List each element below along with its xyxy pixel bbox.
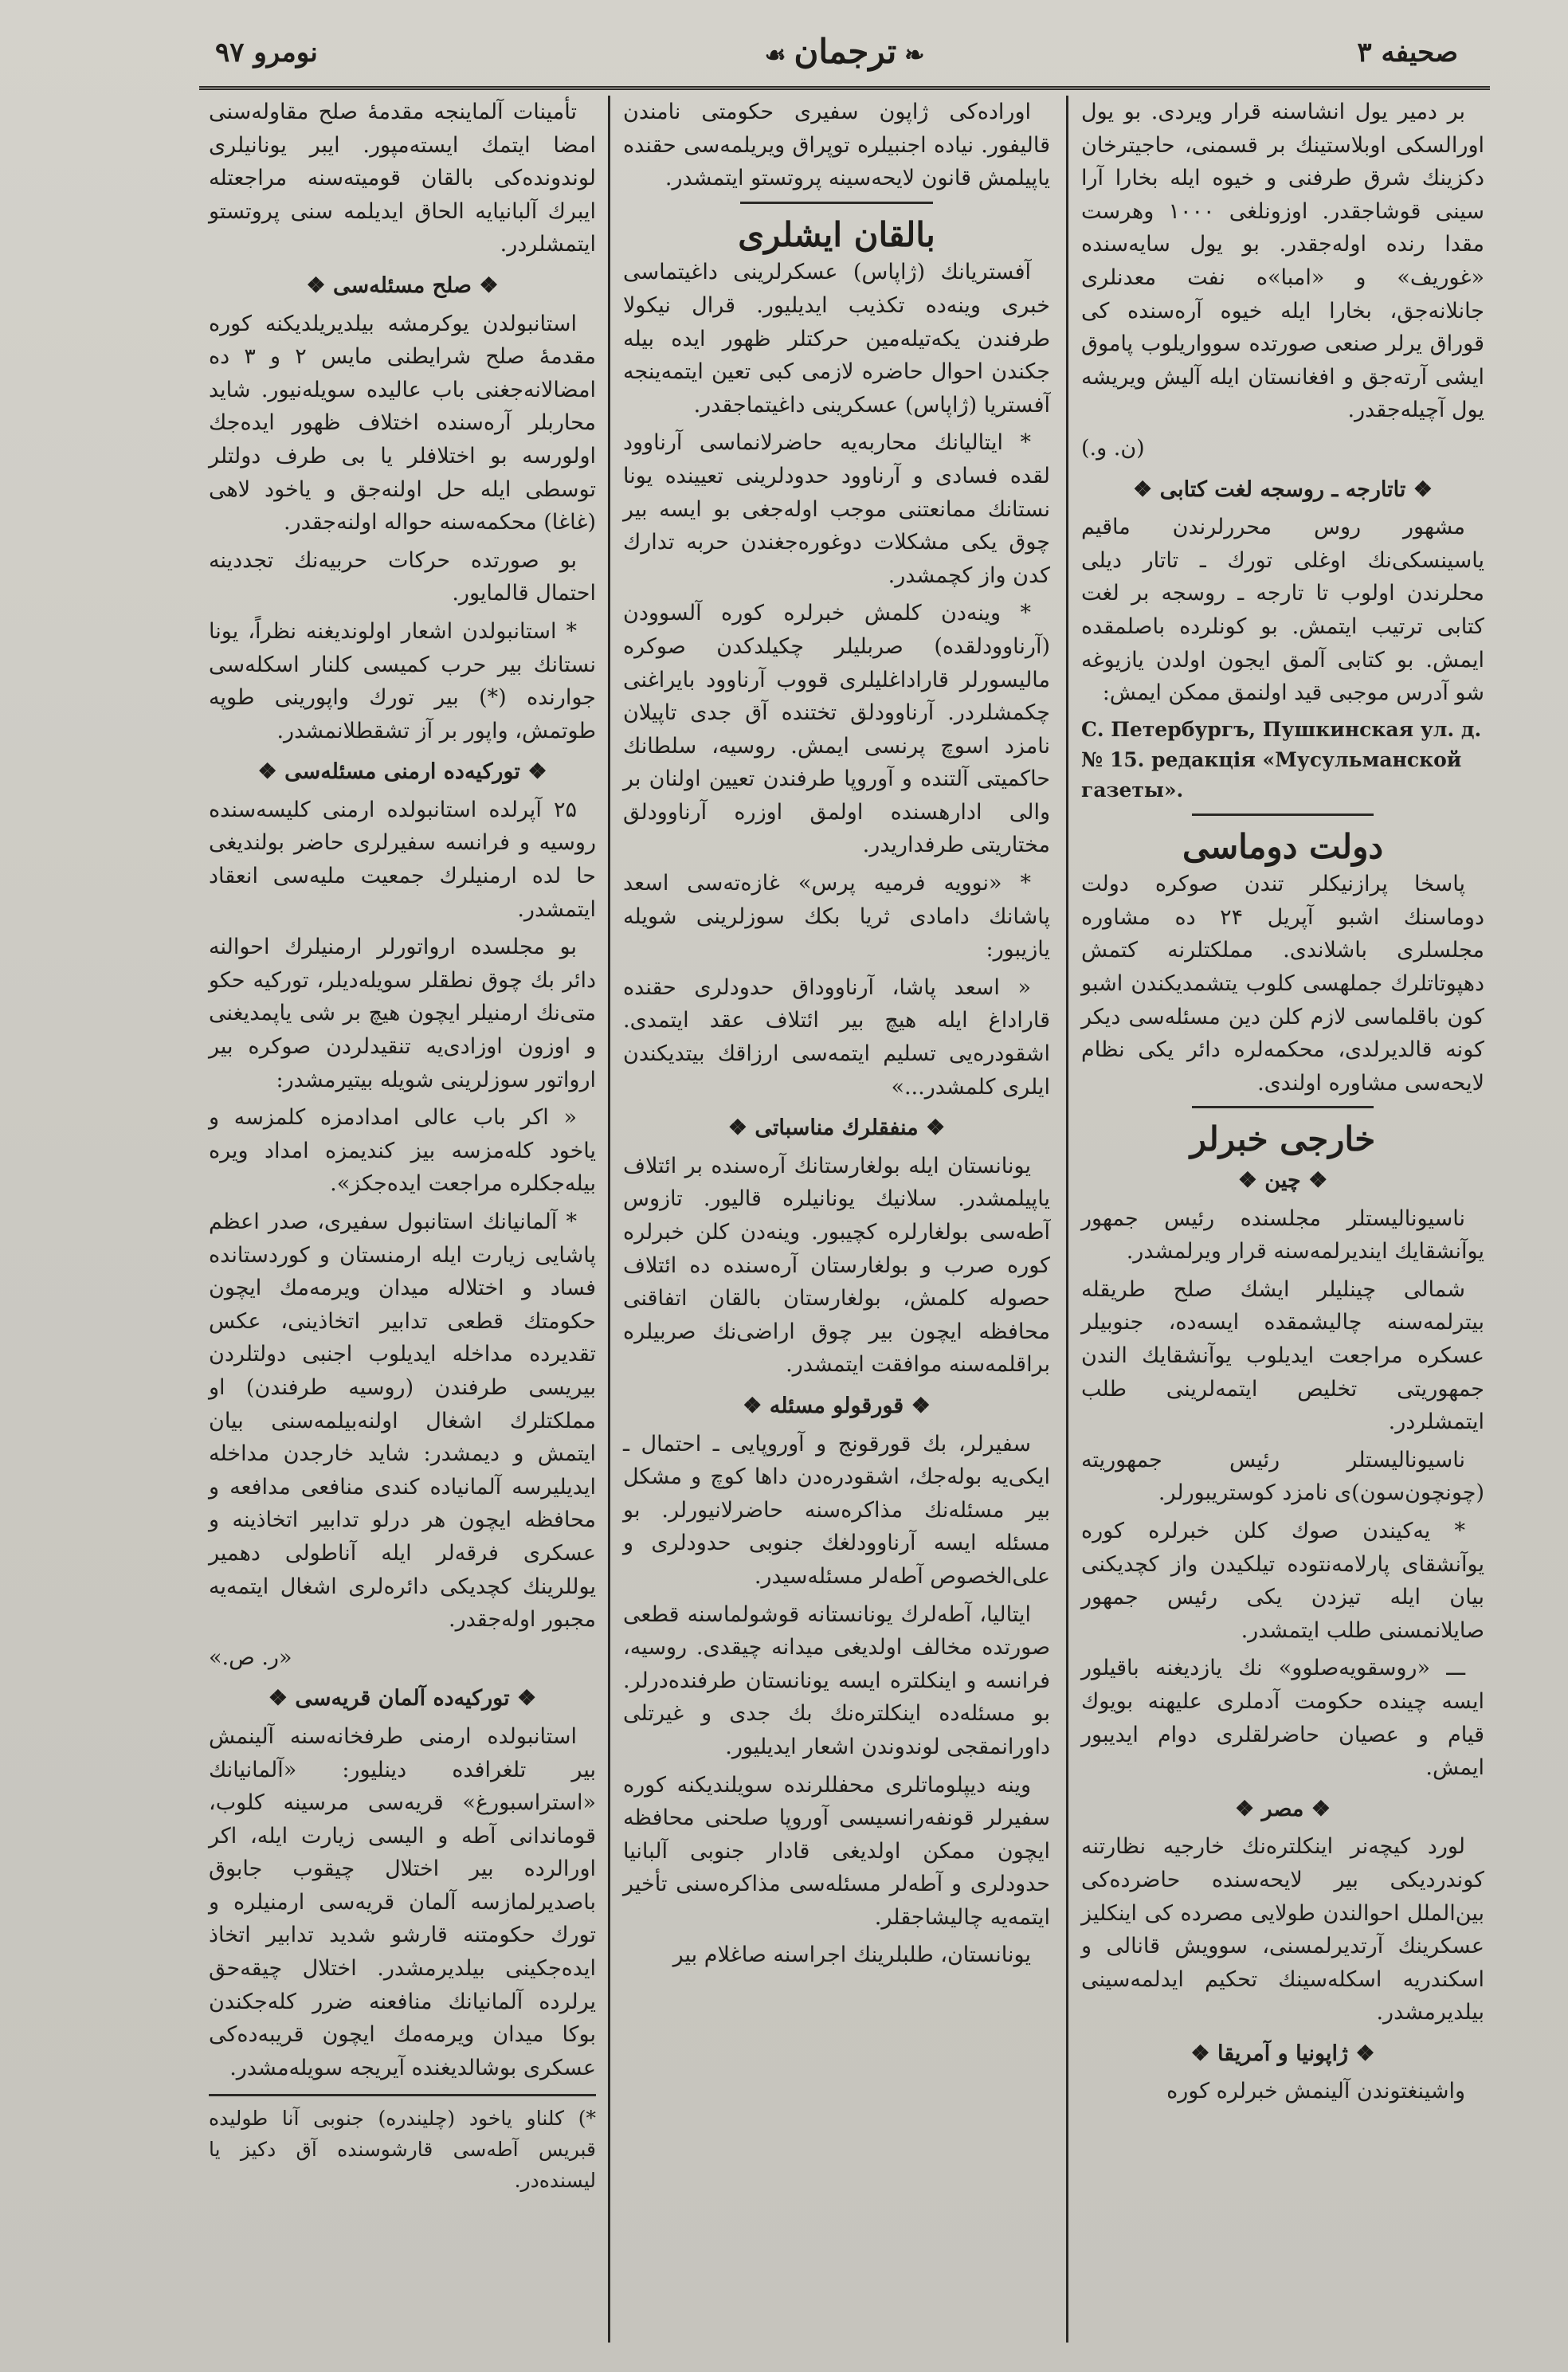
paragraph: استانبولدن یوکرمشه بیلدیریلدیکنه کوره مقدمهٔ صلح شرایطنی مایس ۲ و ۳ ده امضالانه‌جغنی باب عالیده سویله‌نیور. شاید محاربلر آره‌سنده اختلاف ظهور ایده‌جك اولورسه بو اختلافلر یا بی طرف دولتلر توسطی ایله حل اولنه‌جق و یاخود لاهی (غاغا) محکمه‌سنه حواله اولنه‌جقدر. xyxy=(209,311,596,535)
divider xyxy=(740,202,932,204)
ornament-icon: ❖ xyxy=(257,759,285,785)
section-heading-text: تورکیه‌ده ارمنی مسئله‌سی xyxy=(284,759,520,785)
section-heading xyxy=(209,1682,596,1715)
ornament-icon: ❖ xyxy=(1235,1796,1262,1821)
ornament-icon: ❖ xyxy=(1132,476,1160,502)
column-right xyxy=(1072,96,1494,2343)
paragraph: یونانستان ایله بولغارستانك آره‌سنده بر ائتلاف یاپیلمشدر. سلانیك یونانیلره قالیور. تازوس آطه‌سی بولغارلره کچیبور. وینه‌دن کلن خبرلره کوره صرب و بولغارستان آره‌سنده ده ائتلاف حصوله کلمش، بولغارستان بالقان اتفاقنی محافظه ایچون بیر چوق اراضی‌نك صربیلره براقلمه‌سنه موافقت ایتمشدر. xyxy=(623,1153,1050,1378)
ornament-icon: ❖ xyxy=(743,1393,770,1418)
ornament-icon: ❖ xyxy=(471,272,499,298)
paragraph: پاسخا پرازنیکلر تندن صوکره دولت دوماسنك اشبو آپریل ۲۴ ده مشاوره مجلسلری باشلاندی. مملکتلرنه کتمش دهپوتاتلرك جملهسی کلوب یتشمدیکندن اشبو کون باقلماسی لازم کلن دین مسئله‌سی دیکر کونه قالدیرلدی، محکمه‌لره دائر یکی نظام لایحه‌سی مشاوره اولندی. xyxy=(1081,872,1484,1096)
masthead xyxy=(757,32,933,71)
ornament-icon: ❖ xyxy=(1237,1168,1265,1194)
ornament-icon: ❖ xyxy=(268,1686,296,1711)
signature: «ر. ص.» xyxy=(209,1645,292,1670)
ornament-icon: ❖ xyxy=(904,1393,931,1418)
ornament-icon: ❖ xyxy=(1300,1168,1328,1194)
paragraph: « اکر باب عالی امدادمزه کلمزسه و یاخود کله‌مزسه بیز کندیمزه امداد ویره بیله‌جکلره مراجعت ایده‌جکز». xyxy=(209,1105,596,1197)
paragraph: * «نوویه فرمیه پرس» غازه‌ته‌سی اسعد پاشانك دامادی ثریا بکك سوزلرینی شویله یازیبور: xyxy=(623,871,1050,963)
column-divider xyxy=(608,96,610,2343)
ornament-icon: ❖ xyxy=(1405,476,1433,502)
section-heading-text: منفقلرك مناسباتی xyxy=(755,1115,919,1141)
divider xyxy=(1192,814,1374,816)
ornament-icon: ❖ xyxy=(1303,1796,1331,1821)
paragraph: * ایتالیانك محاربه‌یه حاضرلانماسی آرناوود لقده فسادی و آرناوود حدودلرینی تعیینده یونا نستانك ممانعتنی موجب اوله‌جغی بو ایسه بیر چوق یکی مشکلات دوغوره‌جغندن حربه تدارك کدن واز کچمشدر. xyxy=(623,430,1050,588)
paragraph: تأمینات آلماینجه مقدمهٔ صلح مقاوله‌سنی امضا ایتمك ایسته‌مپور. ایبر یونانیلری لوندونده‌کی بالقان قومیته‌سنه مراجعتله ایبرك آلبانیایه الحاق ایدیلمه‌ سنی پروتستو ایتمشلردر. xyxy=(209,100,596,257)
article-heading: خارجی خبرلر xyxy=(1190,1119,1376,1159)
section-heading xyxy=(1081,2037,1484,2071)
paragraph: ناسیونالیستلر مجلسنده رئیس جمهور یوآنشقایك ایندیرلمه‌سنه قرار ویرلمشدر. xyxy=(1081,1206,1484,1264)
footnote: *) کلناو یاخود (چلیندره) جنوبی آنا طولیده قبریس آطه‌سی قارشوسنده آق دکیز یا لیسنده‌در. xyxy=(209,2094,596,2196)
section-heading xyxy=(1081,473,1484,507)
column-middle xyxy=(613,96,1060,2343)
ornament-right-icon: ☙ xyxy=(764,41,786,69)
header-rule xyxy=(199,86,1490,90)
paragraph: ـــ «روسقویه‌صلوو» نك یازدیغنه باقیلور ایسه چینده حکومت آدملری علیهنه بویوك قیام و عصیان حاضرلقلری دوام ایدیبور ایمش. xyxy=(1081,1656,1484,1781)
paragraph: * وینه‌دن کلمش خبرلره کوره آلسوودن (آرناوودلقده) صربلیلر چکیلدکدن صوکره مالیسورلر قاراداغلیلری قووب آرناوود بایراغنی چکمشلردر. آرناوودلق تختنده آق جدی تاپیلان نامزد اسوچ پرنسی ایمش. روسیه، سلطانك حاکمیتی آلتنده و آوروپا طرفندن تعیین اولنان بر والی ادارهسنده اولمق اوزره آرناوودلق مختاریتی طرفداریدر. xyxy=(623,601,1050,858)
paragraph: لورد کیچه‌نر اینکلتره‌نك خارجیه نظارتنه کوندردیکی بیر لایحه‌سنده حاضرده‌کی بین‌الملل احوالندن طولایی مصرده کی اینکلیز عسکرینك آرتدیرلمسنی، سوویش قانالی و اسکندریه اسکله‌سینك تحکیم ایدلمه‌سینی بیلدیرمشدر. xyxy=(1081,1834,1484,2025)
paragraph: * آلمانیانك استانبول سفیری، صدر اعظم پاشایی زیارت ایله ارمنستان و کوردستانده فساد و اختلاله میدان ویرمه‌مك ایچون حکومتك قطعی تدابیر اتخاذینی، عکس تقدیرده مداخله ایدیلوب اجنبی دولتلردن بیریسی طرفندن (روسیه طرفندن) او مملکتلرك اشغال اولنه‌بیلمه‌سنی بیان ایتمش و دیمشدر: شاید خارجدن مداخله ایدیلیرسه آلمانیاده کندی منافعی مدافعه و محافظه ایچون هر درلو تدابیر اتخاذینه و عسکری فرقه‌لر ایله آناطولی دهمیر یوللرینك کچدیکی دائره‌لری اشغال ایتمه‌یه مجبور اوله‌جقدر. xyxy=(209,1210,596,1633)
paragraph: بو صورتده حرکات حربیه‌نك تجددینه احتمال قالمایور. xyxy=(209,547,596,606)
paragraph: * یه‌کیندن صوك کلن خبرلره کوره یوآنشقای پارلامه‌نتوده تیلکیدن واز کچدیکنی بیان ایله تیزدن یکی رئیس جمهور صایلانمسنی طلب ایتمشدر. xyxy=(1081,1518,1484,1643)
section-heading-text: تورکیه‌ده آلمان قریه‌سی xyxy=(295,1686,510,1711)
page-header xyxy=(199,32,1490,80)
paragraph: وینه دیپلوماتلری محفللرنده سویلندیکنه کوره سفیرلر قونفه‌رانسیسی آوروپا صلحنی محافظه ایچون ممکن اولدیغی قادار جنوبی آلبانیا حدودلری و آطه‌لر مسئله‌سی مذاکره‌سنی تأخیر ایتمه‌یه چالیشاجقلر. xyxy=(623,1772,1050,1930)
issue-number: نومرو ۹۷ xyxy=(215,37,318,69)
paragraph: ۲۵ آپرلده استانبولده ارمنی کلیسه‌سنده روسیه و فرانسه سفیرلری حاضر بولندیغی حا لده ارمنیلرك جمعیت ملیه‌سی انعقاد ایتمشدر. xyxy=(209,797,596,922)
paragraph: سفیرلر، بك قورقونج و آوروپایی ـ احتمال ـ ایکی‌یه بوله‌جك، اشقودره‌دن داها کوچ و مشکل بیر مسئله‌نك مذاکره‌سنه حاضرلانیورلر. بو مسئله ایسه آرناوودلغك جنوبی حدودلری و علی‌الخصوص آطه‌لر مسئله‌سیدر. xyxy=(623,1431,1050,1589)
paragraph: ناسیونالیستلر رئیس جمهوریته (چونچون‌سون)ی نامزد کوستریبورلر. xyxy=(1081,1447,1484,1506)
page-number: صحیفه ۳ xyxy=(1357,37,1458,69)
section-heading xyxy=(209,269,596,303)
paragraph: آفستریانك (ژاپاس) عسکرلرینی داغیتماسی خبری وینه‌ده تکذیب ایدیلیور. قرال نیکولا طرفندن یکه‌تیله‌مین حرکتلر ظهور ایده بیله جکندن احوال حاضره لازمی کبی تعین ایتمه‌ینجه آفستریا (ژاپاس) عسکرینی داغیتماجقدر. xyxy=(623,260,1050,418)
section-heading xyxy=(1081,1164,1484,1198)
address: С. Петербургъ, Пушкинская ул. д. № 15. редакція «Мусульманской газеты». xyxy=(1081,717,1482,802)
ornament-icon: ❖ xyxy=(918,1115,946,1141)
column-divider xyxy=(1066,96,1068,2343)
section-heading xyxy=(209,755,596,789)
section-heading-text: تاتارجه ـ روسجه لغت کتابی xyxy=(1159,476,1406,502)
ornament-icon: ❖ xyxy=(519,759,547,785)
paragraph: بو مجلسده ارواتورلر ارمنیلرك احوالنه دائر بك چوق نطقلر سویله‌دیلر، تورکیه حکو متی‌نك ارمنیلر ایچون هیچ بر شی یاپمدیغنی و اوزون اوزادی‌یه تنقیدلردن صوکره بیر ارواتور سوزلرینی شویله بیتیرمشدر: xyxy=(209,935,596,1092)
article-heading: دولت دوماسی xyxy=(1182,826,1384,866)
section-heading xyxy=(623,1112,1050,1145)
signature: (ن. و.) xyxy=(1081,435,1145,461)
section-heading-text: قورقولو مسئله xyxy=(769,1393,904,1418)
section-heading-text: چین xyxy=(1264,1168,1301,1194)
ornament-icon: ❖ xyxy=(1348,2041,1375,2066)
paragraph: استانبولده ارمنی طرفخانه‌سنه آلینمش بیر تلغرافده دینلیور: «آلمانیانك «استراسبورغ» قریه‌سی مرسینه کلوب، قوماندانی آطه و الیسی زیارت ایله، اکر اورالرده بیر اختلال چیقوب جابوق باصدیرلمازسه آلمان قریه‌سی ارمنیلره و تورك حکومتنه قارشو شدید تدابیر اتخاذ ایده‌جکینی بیلدیرمشدر. اختلال چیقه‌حق یرلرده آلمانیانك منافعنه ضرر کله‌جکندن بوکا میدان ویرمه‌مك ایچون قریبه‌ده‌کی عسکری بوشالدیغنده آیریجه سویله‌مشدر. xyxy=(209,1723,596,2080)
paragraph: واشینغتوندن آلینمش خبرلره کوره xyxy=(1166,2079,1465,2104)
ornament-icon: ❖ xyxy=(509,1686,537,1711)
paragraph: شمالی چینلیلر ایشك صلح طریقله بیترلمه‌سنه چالیشمقده ایسه‌ده، جنوبیلر عسکره مراجعت ایدیلوب یوآنشقایك الندن جمهوریتی تخلیص ایتمه‌لرینی طلب ایتمشلردر. xyxy=(1081,1276,1484,1435)
paragraph: ایتالیا، آطه‌لرك یونانستانه قوشولماسنه قطعی صورتده مخالف اولدیغی میدانه چیقدی. روسیه، فرانسه و اینکلتره ایسه یونانستان طرفنده‌درلر. بو مسئله‌ده اینکلتره‌نك بك جدی و غیرتلی داورانمقجی لوندوندن اشعار ایدیلیور. xyxy=(623,1602,1050,1759)
section-heading-text: صلح مسئله‌سی xyxy=(333,272,472,298)
ornament-icon: ❖ xyxy=(1190,2041,1217,2066)
section-heading-text: مصر xyxy=(1261,1796,1304,1821)
paragraph: « اسعد پاشا، آرناووداق حدودلری حقنده قاراداغ ایله هیچ بیر ائتلاف عقد ایتمدی. اشقودره‌یی تسلیم ایتمه‌سی ارزاقك بیتدیکندن ایلری کلمشدر...» xyxy=(623,974,1050,1100)
ornament-left-icon: ❧ xyxy=(904,41,925,69)
paragraph: اوراده‌کی ژاپون سفیری حکومتی نامندن قالیفور. نیاده اجنبیلره توپراق ویریلمه‌سی حقنده یاپیلمش قانون لایحه‌سینه پروتستو ایتمشدر. xyxy=(623,100,1050,191)
paragraph: یونانستان، طلبلرینك اجراسنه صاغلام بیر xyxy=(672,1943,1031,1968)
masthead-title: ترجمان xyxy=(794,32,897,71)
divider xyxy=(1192,1106,1374,1108)
ornament-icon: ❖ xyxy=(306,272,334,298)
paragraph: بر دمیر یول انشاسنه قرار ویردی. بو یول اورالسکی اوبلاستینك بر قسمنی، حاجیترخان دکزینك شرق طرفنی و خیوه ایله بخارا آرا سینی قوشاجقدر. اوزونلغی ۱۰۰۰ وهرست مقدا رنده اوله‌جقدر. بو یول سایه‌سنده «غوریف» و «امبا»ه نفت معدنلری جانلانه‌جق، بخارا ایله خیوه آره‌سنده کی قوراق یرلر صنعی صورتده سوواریلوب پاموق ایشی آرته‌جق و افغانستان ایله آلیش ویریشه یول آچیله‌جقدر. xyxy=(1081,100,1484,423)
section-heading xyxy=(623,1390,1050,1423)
paragraph: * استانبولدن اشعار اولوندیغنه نظراً، یونا نستانك بیر حرب کمیسی کلنار اسکله‌سی جوارنده (*) بیر تورك واپورینی طوپه طوتمش، واپور بر آز تشقطلانمشدر. xyxy=(209,618,596,743)
column-left xyxy=(199,96,606,2343)
section-heading-text: ژاپونیا و آمریقا xyxy=(1217,2041,1348,2066)
paragraph: مشهور روس محررلرندن ماقیم یاسینسکی‌نك اوغلی تورك ـ تاتار دیلی محلرندن اولوب تا تارجه ـ روسجه بر لغت کتابی ترتیب ایتمش. بو کونلرده باصلمقده ایمش. بو کتابی آلمق ایجون اولدن یازیوغه شو آدرس موجبی قید اولنمق ممکن ایمش: xyxy=(1081,515,1484,706)
article-heading: بالقان ایشلری xyxy=(738,214,935,254)
section-heading xyxy=(1081,1793,1484,1826)
ornament-icon: ❖ xyxy=(727,1115,755,1141)
